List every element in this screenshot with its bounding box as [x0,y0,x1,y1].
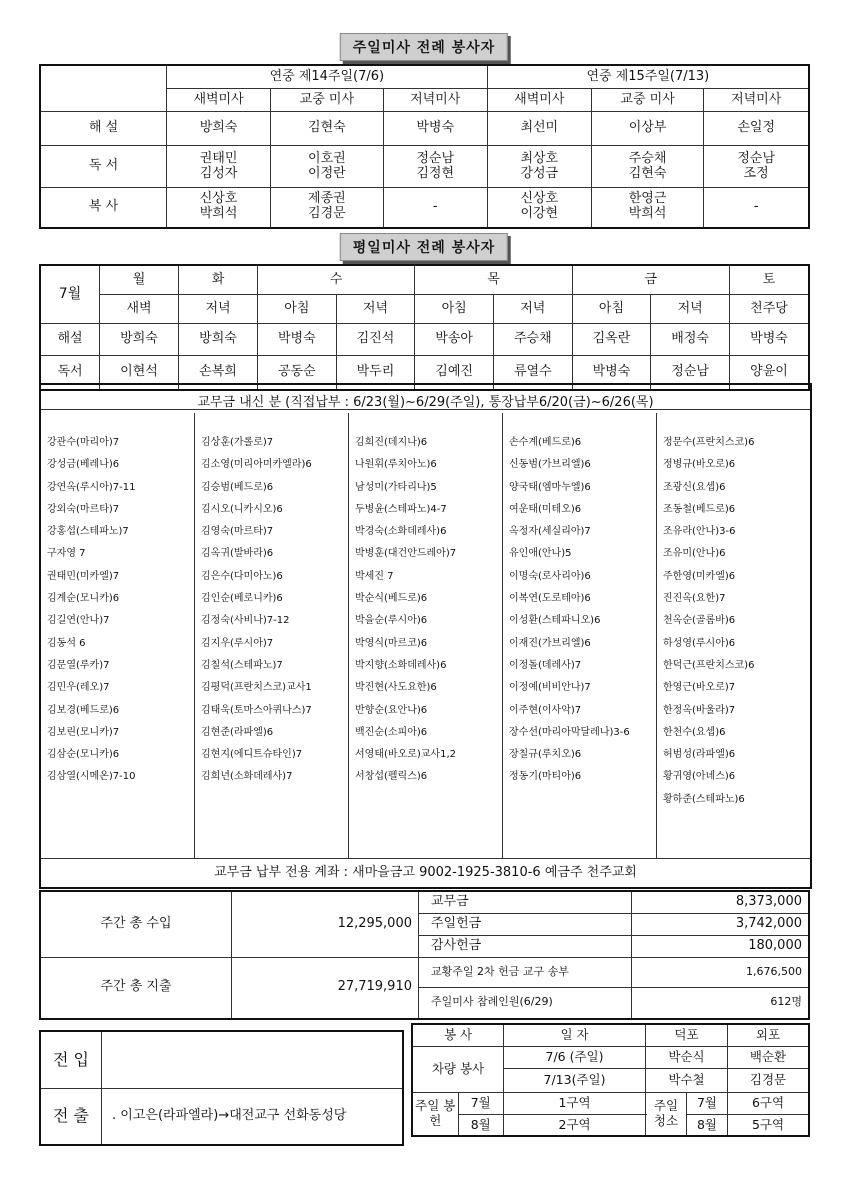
donor-entry: 정병규(바오로)6 [663,459,736,471]
donation-box [39,383,812,889]
donor-entry: 박순식(베드로)6 [355,593,428,605]
finance-table [39,890,810,1020]
donor-entry: 서창섭(펠릭스)6 [355,771,428,783]
cell: 박병숙 [572,356,651,390]
income-label: 주간 총 수입 [40,891,232,957]
donor-entry: 이정돌(데레사)7 [509,659,582,671]
cheongso-label: 주일 청소 [646,1092,687,1136]
donor-entry: 여운태(미테오)6 [509,503,582,515]
cell: 제종권 김경문 [271,188,384,228]
cell: 이현석 [100,356,179,390]
car-deokpo: 박순식 [646,1046,728,1068]
month-cell: 8월 [687,1114,728,1136]
donor-entry: 김태욱(토마스아퀴나스)7 [201,704,312,716]
time-header: 천주당 [730,295,810,324]
donor-entry: 조동철(베드로)6 [663,503,736,515]
account-info: 교무금 납부 전용 계좌 : 새마을금고 9002-1925-3810-6 예금주 천주교회 [41,858,810,887]
row-label: 해설 [40,324,100,356]
donor-entry: 이명숙(로사리아)6 [509,570,591,582]
transfer-out-value: . 이고은(라파엘라)→대전교구 선화동성당 [102,1088,404,1145]
donor-entry: 김현지(에디트슈타인)7 [201,749,303,761]
donor-entry: 황귀영(아녜스)6 [663,771,736,783]
item-label: 주일미사 참례인원(6/29) [419,987,632,1019]
bongheon-zone: 2구역 [504,1114,646,1136]
row-label: 독서 [40,356,100,390]
time-header: 아침 [258,295,337,324]
cell: 배정숙 [651,324,730,356]
donor-entry: 강성금(베레나)6 [47,459,120,471]
car-deokpo: 박수철 [646,1068,728,1092]
donor-entry: 박지향(소화데레사)6 [355,659,447,671]
donor-entry: 손수계(베드로)6 [509,437,582,448]
donor-entry: 김문열(루카)7 [47,659,110,671]
donor-entry: 김계순(모니카)6 [47,593,120,605]
donor-entry: 양국태(엠마누엘)6 [509,481,591,493]
item-label: 주일헌금 [419,913,632,935]
time-header: 아침 [415,295,494,324]
donor-entry: 박세진 7 [355,570,394,582]
donor-entry: 조광신(요셉)6 [663,481,726,493]
day-header: 목 [415,265,572,295]
donor-entry: 김소영(미리아미카엘라)6 [201,459,312,471]
sunday-title: 주일미사 전례 봉사자 [340,33,508,61]
donor-entry: 정문수(프란치스코)6 [663,437,755,448]
cell: 신상호 이강현 [487,188,591,228]
cell: - [383,188,487,228]
row-label: 복 사 [40,188,167,228]
cell: 정순남 김정현 [383,146,487,188]
donation-column [349,413,503,858]
cell: 방희숙 [100,324,179,356]
mass-header: 새벽미사 [167,89,271,112]
donor-entry: 허범성(라파엘)6 [663,749,736,761]
item-label: 교황주일 2차 헌금 교구 송부 [419,957,632,987]
day-header: 월 [100,265,179,295]
donor-entry: 김평덕(프란치스코)교사1 [201,682,312,694]
donor-entry: 김정숙(사비나)7-12 [201,615,290,627]
time-header: 저녁 [493,295,572,324]
day-header: 금 [572,265,729,295]
service-header: 봉 사 [412,1024,504,1046]
row-label: 해 설 [40,112,167,146]
item-value: 8,373,000 [632,891,810,913]
cell: 최선미 [487,112,591,146]
donation-column [657,413,810,858]
donor-entry: 한영근(바오로)7 [663,682,736,694]
deokpo-header: 덕포 [646,1024,728,1046]
day-header: 화 [179,265,258,295]
transfer-in-value [102,1031,404,1088]
donor-entry: 이주현(이사악)7 [509,704,582,716]
donor-entry: 하성영(루시아)6 [663,637,736,649]
item-value: 612명 [632,987,810,1019]
item-value: 3,742,000 [632,913,810,935]
cell: 박병숙 [730,324,810,356]
donor-entry: 옥정자(세실리아)7 [509,526,591,538]
oepo-header: 외포 [728,1024,810,1046]
donor-entry: 장수선(마리아막달레나)3-6 [509,726,630,738]
donor-entry: 주한영(미카엘)6 [663,570,736,582]
donor-entry: 강홍섭(스테파노)7 [47,526,129,538]
donor-entry: 진진옥(요한)7 [663,593,726,605]
donor-entry: 김칠석(스테파노)7 [201,659,283,671]
donor-entry: 강관수(마리아)7 [47,437,120,448]
expense-value: 27,719,910 [232,957,419,1019]
cell: 김현숙 [271,112,384,146]
donor-entry: 김영숙(마르타)7 [201,526,274,538]
cell: - [704,188,809,228]
cell: 방희숙 [167,112,271,146]
day-header: 토 [730,265,810,295]
donor-entry: 김희년(소화데레사)7 [201,771,293,783]
cell: 김진석 [336,324,415,356]
cell: 주승채 [493,324,572,356]
cell: 권태민 김성자 [167,146,271,188]
donor-entry: 김삼순(모니카)6 [47,749,120,761]
donor-entry: 황하준(스테파노)6 [663,793,745,805]
donor-entry: 김인순(베로니카)6 [201,593,283,605]
donor-entry: 강외숙(마르타)7 [47,503,120,515]
car-oepo: 백순환 [728,1046,810,1068]
donor-entry: 백진순(소피아)6 [355,726,428,738]
donor-entry: 유인애(안나)5 [509,548,572,560]
cell: 박병숙 [258,324,337,356]
cell: 손일정 [704,112,809,146]
car-service-label: 차량 봉사 [412,1046,504,1092]
donor-entry: 박을순(루시아)6 [355,615,428,627]
donor-entry: 남성미(가타리나)5 [355,481,437,493]
time-header: 새벽 [100,295,179,324]
month-cell: 8월 [458,1114,503,1136]
donation-column [503,413,657,858]
donor-entry: 김상훈(가롤로)7 [201,437,274,448]
donor-entry: 정동기(마티아)6 [509,771,582,783]
cell: 김옥란 [572,324,651,356]
donor-entry: 조유미(안나)6 [663,548,726,560]
mass-header: 저녁미사 [383,89,487,112]
expense-label: 주간 총 지출 [40,957,232,1019]
donor-entry: 박진현(사도요한)6 [355,682,437,694]
cell: 한영근 박희석 [591,188,704,228]
cell: 양윤이 [730,356,810,390]
cell: 최상호 강성금 [487,146,591,188]
donor-entry: 권태민(미카엘)7 [47,570,120,582]
donor-entry: 박영식(마르코)6 [355,637,428,649]
donor-entry: 신동범(가브리엘)6 [509,459,591,471]
month-cell: 7월 [458,1092,503,1114]
bongheon-zone: 1구역 [504,1092,646,1114]
cell: 박병숙 [383,112,487,146]
donor-entry: 두병윤(스테파노)4-7 [355,503,447,515]
transfer-out-label: 전 출 [40,1088,102,1145]
cell: 손복희 [179,356,258,390]
sunday-table [39,64,810,229]
day-header: 수 [258,265,415,295]
donor-entry: 박경숙(소화데레사)6 [355,526,447,538]
car-date: 7/13(주일) [504,1068,646,1092]
cheongso-zone: 5구역 [728,1114,810,1136]
cheongso-zone: 6구역 [728,1092,810,1114]
weekday-title: 평일미사 전례 봉사자 [340,233,508,261]
transfer-table [39,1030,404,1146]
car-date: 7/6 (주일) [504,1046,646,1068]
donor-entry: 김보린(모니카)7 [47,726,120,738]
month-label: 7월 [40,265,100,324]
cell: 공동순 [258,356,337,390]
cell: 류열수 [493,356,572,390]
donor-entry: 김희진(데지나)6 [355,437,428,448]
donor-entry: 김옥귀(발바라)6 [201,548,274,560]
cell: 김예진 [415,356,494,390]
cell: 박두리 [336,356,415,390]
transfer-in-label: 전 입 [40,1031,102,1088]
cell: 이호권 이정란 [271,146,384,188]
cell: 방희숙 [179,324,258,356]
donor-entry: 이재진(가브리엘)6 [509,637,591,649]
mass-header: 교중 미사 [591,89,704,112]
mass-header: 새벽미사 [487,89,591,112]
donor-entry: 김삼열(시메온)7-10 [47,771,136,783]
donor-entry: 한천수(요셉)6 [663,726,726,738]
donor-entry: 천옥순(골롬바)6 [663,615,736,627]
donor-entry: 한정옥(바울라)7 [663,704,736,716]
week2-header: 연중 제15주일(7/13) [487,65,809,89]
time-header: 저녁 [179,295,258,324]
cell: 박송아 [415,324,494,356]
donor-entry: 반향순(요안나)6 [355,704,428,716]
item-value: 180,000 [632,935,810,957]
date-header: 일 자 [504,1024,646,1046]
item-label: 감사헌금 [419,935,632,957]
donation-columns [41,413,810,858]
donor-entry: 구자영 7 [47,548,86,560]
service-table [411,1023,810,1137]
donor-entry: 김은수(다미아노)6 [201,570,283,582]
donor-entry: 박병훈(대건안드레아)7 [355,548,457,560]
donor-entry: 이정예(비비안나)7 [509,682,591,694]
time-header: 저녁 [651,295,730,324]
donor-entry: 조유라(안나)3-6 [663,526,736,538]
week1-header: 연중 제14주일(7/6) [167,65,488,89]
donor-entry: 나원휘(루치아노)6 [355,459,437,471]
donation-header: 교무금 내신 분 (직접납부 : 6/23(월)~6/29(주일), 통장납부6/20(금)~6/26(목) [41,385,810,410]
donor-entry: 강연옥(루시아)7-11 [47,481,136,493]
item-label: 교무금 [419,891,632,913]
time-header: 아침 [572,295,651,324]
bongheon-label: 주일 봉헌 [412,1092,458,1136]
car-oepo: 김경문 [728,1068,810,1092]
mass-header: 교중 미사 [271,89,384,112]
cell: 정순남 조정 [704,146,809,188]
donor-entry: 이성환(스테파니오)6 [509,615,601,627]
donor-entry: 김시오(니카시오)6 [201,503,283,515]
donor-entry: 한덕근(프란치스코)6 [663,659,755,671]
donor-entry: 김승범(베드로)6 [201,481,274,493]
cell: 주승채 김현숙 [591,146,704,188]
donor-entry: 서영태(바오로)교사1,2 [355,749,456,761]
month-cell: 7월 [687,1092,728,1114]
donor-entry: 김지우(루시아)7 [201,637,274,649]
cell: 이상부 [591,112,704,146]
cell: 정순남 [651,356,730,390]
mass-header: 저녁미사 [704,89,809,112]
donor-entry: 김길연(안나)7 [47,615,110,627]
donation-column [195,413,349,858]
cell: 신상호 박희석 [167,188,271,228]
item-value: 1,676,500 [632,957,810,987]
donor-entry: 김민우(레오)7 [47,682,110,694]
income-value: 12,295,000 [232,891,419,957]
donor-entry: 김동석 6 [47,637,86,649]
donor-entry: 김보경(베드로)6 [47,704,120,716]
donor-entry: 장칠규(루치오)6 [509,749,582,761]
donation-column [41,413,195,858]
weekday-table [39,264,810,391]
row-label: 독 서 [40,146,167,188]
time-header: 저녁 [336,295,415,324]
donor-entry: 김현준(라파엘)6 [201,726,274,738]
donor-entry: 이복연(도로테아)6 [509,593,591,605]
